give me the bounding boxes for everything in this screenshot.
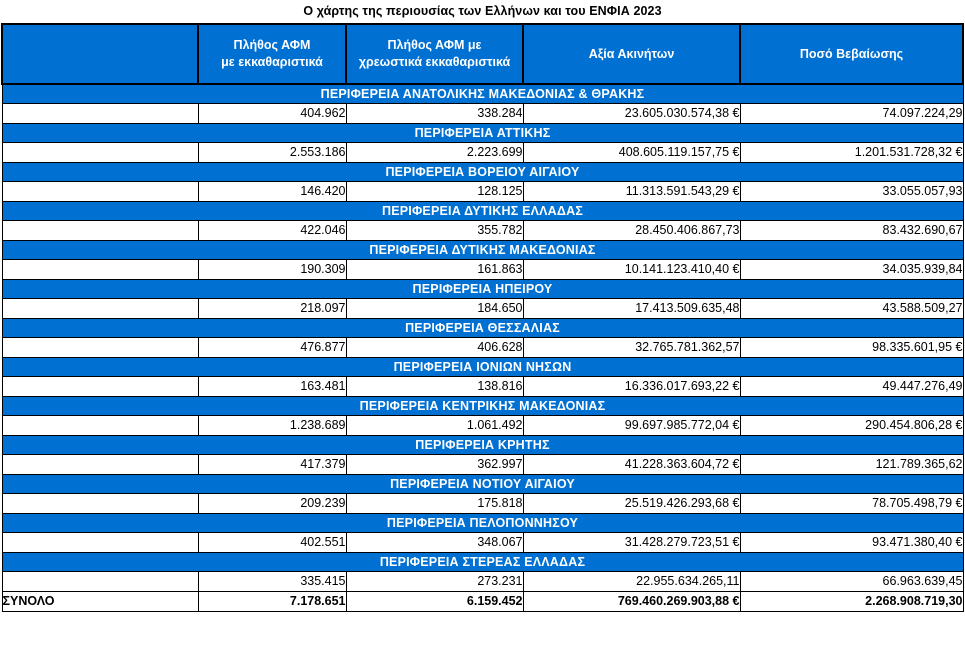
- cell-property-value: 11.313.591.543,29 €: [523, 182, 740, 202]
- region-label: ΠΕΡΙΦΕΡΕΙΑ ΣΤΕΡΕΑΣ ΕΛΛΑΔΑΣ: [2, 553, 963, 572]
- region-row: [2, 202, 963, 221]
- total-afm-debit-count: 6.159.452: [346, 592, 523, 612]
- region-label: ΠΕΡΙΦΕΡΕΙΑ ΔΥΤΙΚΗΣ ΜΑΚΕΔΟΝΙΑΣ: [2, 241, 963, 260]
- total-label: ΣΥΝΟΛΟ: [2, 592, 198, 612]
- region-row: [2, 553, 963, 572]
- row-blank-cell: [2, 182, 198, 202]
- region-label: ΠΕΡΙΦΕΡΕΙΑ ΙΟΝΙΩΝ ΝΗΣΩΝ: [2, 358, 963, 377]
- cell-assessed-amount: 66.963.639,45: [740, 572, 963, 592]
- total-row: [2, 592, 963, 612]
- cell-afm-debit-count: 362.997: [346, 455, 523, 475]
- table-row: [2, 182, 963, 202]
- cell-afm-count: 476.877: [198, 338, 346, 358]
- region-label: ΠΕΡΙΦΕΡΕΙΑ ΘΕΣΣΑΛΙΑΣ: [2, 319, 963, 338]
- cell-afm-count: 218.097: [198, 299, 346, 319]
- enfia-table: [1, 23, 964, 612]
- cell-afm-count: 209.239: [198, 494, 346, 514]
- cell-property-value: 23.605.030.574,38 €: [523, 104, 740, 124]
- table-row: [2, 338, 963, 358]
- cell-afm-debit-count: 273.231: [346, 572, 523, 592]
- region-label: ΠΕΡΙΦΕΡΕΙΑ ΚΡΗΤΗΣ: [2, 436, 963, 455]
- total-property-value: 769.460.269.903,88 €: [523, 592, 740, 612]
- row-blank-cell: [2, 455, 198, 475]
- table-row: [2, 260, 963, 280]
- row-blank-cell: [2, 494, 198, 514]
- column-header-blank: [2, 24, 198, 84]
- row-blank-cell: [2, 299, 198, 319]
- table-row: [2, 416, 963, 436]
- row-blank-cell: [2, 377, 198, 397]
- table-row: [2, 299, 963, 319]
- region-label: ΠΕΡΙΦΕΡΕΙΑ ΔΥΤΙΚΗΣ ΕΛΛΑΔΑΣ: [2, 202, 963, 221]
- cell-assessed-amount: 290.454.806,28 €: [740, 416, 963, 436]
- cell-afm-debit-count: 138.816: [346, 377, 523, 397]
- cell-afm-debit-count: 338.284: [346, 104, 523, 124]
- row-blank-cell: [2, 104, 198, 124]
- cell-afm-count: 163.481: [198, 377, 346, 397]
- table-row: [2, 572, 963, 592]
- total-assessed-amount: 2.268.908.719,30: [740, 592, 963, 612]
- cell-assessed-amount: 121.789.365,62: [740, 455, 963, 475]
- cell-assessed-amount: 93.471.380,40 €: [740, 533, 963, 553]
- cell-assessed-amount: 74.097.224,29: [740, 104, 963, 124]
- cell-property-value: 41.228.363.604,72 €: [523, 455, 740, 475]
- table-row: [2, 455, 963, 475]
- region-label: ΠΕΡΙΦΕΡΕΙΑ ΒΟΡΕΙΟΥ ΑΙΓΑΙΟΥ: [2, 163, 963, 182]
- header-row: [2, 24, 963, 84]
- region-label: ΠΕΡΙΦΕΡΕΙΑ ΑΝΑΤΟΛΙΚΗΣ ΜΑΚΕΔΟΝΙΑΣ & ΘΡΑΚΗΣ: [2, 84, 963, 104]
- cell-afm-debit-count: 2.223.699: [346, 143, 523, 163]
- table-row: [2, 221, 963, 241]
- row-blank-cell: [2, 143, 198, 163]
- cell-property-value: 17.413.509.635,48: [523, 299, 740, 319]
- cell-property-value: 10.141.123.410,40 €: [523, 260, 740, 280]
- region-row: [2, 241, 963, 260]
- table-row: [2, 377, 963, 397]
- region-row: [2, 514, 963, 533]
- cell-afm-debit-count: 406.628: [346, 338, 523, 358]
- column-header-afm-count-line2: με εκκαθαριστικά: [221, 55, 323, 69]
- region-label: ΠΕΡΙΦΕΡΕΙΑ ΗΠΕΙΡΟΥ: [2, 280, 963, 299]
- cell-afm-debit-count: 355.782: [346, 221, 523, 241]
- cell-afm-count: 335.415: [198, 572, 346, 592]
- column-header-assessed-amount: Ποσό Βεβαίωσης: [740, 24, 963, 84]
- column-header-afm-debit-line1: Πλήθος ΑΦΜ με: [387, 38, 482, 53]
- cell-assessed-amount: 49.447.276,49: [740, 377, 963, 397]
- cell-afm-count: 404.962: [198, 104, 346, 124]
- cell-afm-debit-count: 1.061.492: [346, 416, 523, 436]
- row-blank-cell: [2, 533, 198, 553]
- row-blank-cell: [2, 221, 198, 241]
- cell-property-value: 408.605.119.157,75 €: [523, 143, 740, 163]
- region-row: [2, 84, 963, 104]
- cell-afm-count: 190.309: [198, 260, 346, 280]
- region-row: [2, 124, 963, 143]
- row-blank-cell: [2, 338, 198, 358]
- cell-afm-debit-count: 128.125: [346, 182, 523, 202]
- column-header-afm-count: [198, 24, 346, 84]
- cell-property-value: 28.450.406.867,73: [523, 221, 740, 241]
- cell-assessed-amount: 43.588.509,27: [740, 299, 963, 319]
- region-row: [2, 436, 963, 455]
- cell-afm-debit-count: 348.067: [346, 533, 523, 553]
- cell-property-value: 16.336.017.693,22 €: [523, 377, 740, 397]
- table-row: [2, 143, 963, 163]
- table-row: [2, 533, 963, 553]
- row-blank-cell: [2, 260, 198, 280]
- column-header-afm-debit-line2: χρεωστικά εκκαθαριστικά: [358, 55, 511, 69]
- cell-afm-debit-count: 161.863: [346, 260, 523, 280]
- region-row: [2, 280, 963, 299]
- row-blank-cell: [2, 572, 198, 592]
- region-label: ΠΕΡΙΦΕΡΕΙΑ ΚΕΝΤΡΙΚΗΣ ΜΑΚΕΔΟΝΙΑΣ: [2, 397, 963, 416]
- cell-property-value: 31.428.279.723,51 €: [523, 533, 740, 553]
- region-label: ΠΕΡΙΦΕΡΕΙΑ ΑΤΤΙΚΗΣ: [2, 124, 963, 143]
- column-header-property-value: Αξία Ακινήτων: [523, 24, 740, 84]
- region-row: [2, 358, 963, 377]
- cell-afm-count: 2.553.186: [198, 143, 346, 163]
- total-afm-count: 7.178.651: [198, 592, 346, 612]
- cell-afm-debit-count: 184.650: [346, 299, 523, 319]
- cell-afm-count: 417.379: [198, 455, 346, 475]
- table-row: [2, 104, 963, 124]
- column-header-afm-debit-count: [346, 24, 523, 84]
- cell-assessed-amount: 33.055.057,93: [740, 182, 963, 202]
- cell-assessed-amount: 34.035.939,84: [740, 260, 963, 280]
- row-blank-cell: [2, 416, 198, 436]
- cell-property-value: 99.697.985.772,04 €: [523, 416, 740, 436]
- region-label: ΠΕΡΙΦΕΡΕΙΑ ΠΕΛΟΠΟΝΝΗΣΟΥ: [2, 514, 963, 533]
- table-body: [2, 84, 963, 612]
- region-row: [2, 397, 963, 416]
- cell-afm-count: 422.046: [198, 221, 346, 241]
- region-row: [2, 475, 963, 494]
- cell-afm-count: 402.551: [198, 533, 346, 553]
- cell-property-value: 25.519.426.293,68 €: [523, 494, 740, 514]
- cell-assessed-amount: 78.705.498,79 €: [740, 494, 963, 514]
- table-row: [2, 494, 963, 514]
- region-row: [2, 319, 963, 338]
- cell-assessed-amount: 1.201.531.728,32 €: [740, 143, 963, 163]
- table-header: [2, 24, 963, 84]
- page-title: Ο χάρτης της περιουσίας των Ελλήνων και του ΕΝΦΙΑ 2023: [303, 4, 662, 18]
- cell-afm-count: 1.238.689: [198, 416, 346, 436]
- column-header-afm-count-line1: Πλήθος ΑΦΜ: [233, 38, 311, 53]
- cell-assessed-amount: 83.432.690,67: [740, 221, 963, 241]
- cell-assessed-amount: 98.335.601,95 €: [740, 338, 963, 358]
- cell-afm-count: 146.420: [198, 182, 346, 202]
- region-label: ΠΕΡΙΦΕΡΕΙΑ ΝΟΤΙΟΥ ΑΙΓΑΙΟΥ: [2, 475, 963, 494]
- region-row: [2, 163, 963, 182]
- cell-afm-debit-count: 175.818: [346, 494, 523, 514]
- cell-property-value: 32.765.781.362,57: [523, 338, 740, 358]
- cell-property-value: 22.955.634.265,11: [523, 572, 740, 592]
